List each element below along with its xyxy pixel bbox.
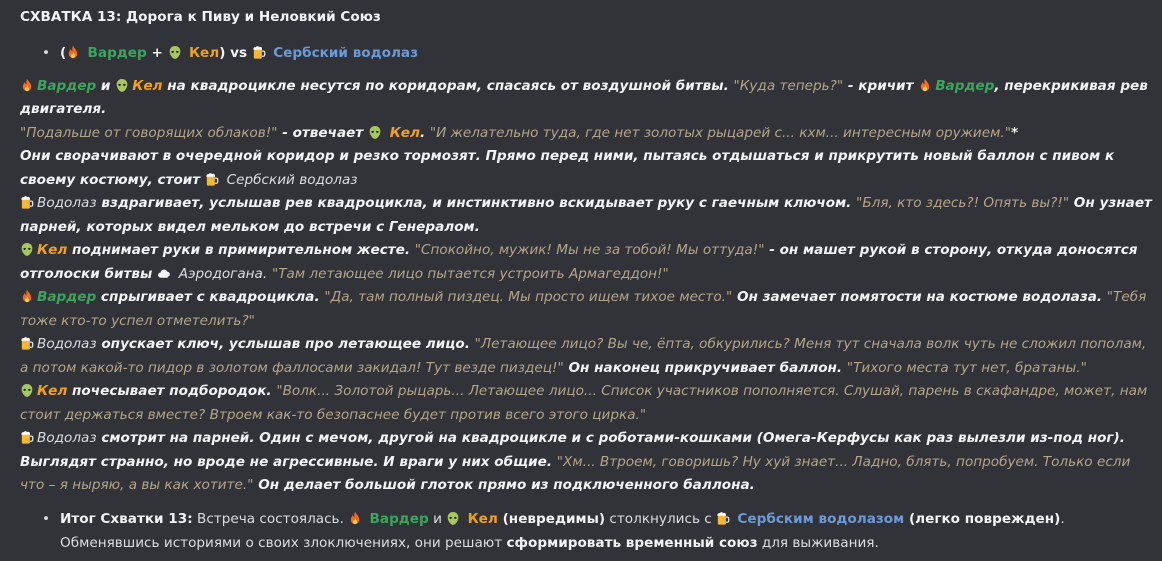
beer-mug-icon [20,195,34,210]
dialogue-quote: "Там летающее лицо пытается устроить Армагеддон!" [271,265,669,282]
name-aero: Аэродогана. [178,265,268,282]
story-paragraph: Они сворачивают в очередной коридор и резко тормозят. Прямо перед ними, пытаясь отдышаться и прикрутить новый баллон с пивом к своему костюму, стоит Сербский водолаз [20,148,1115,188]
story-paragraph: Вардер и Кел на квадроцикле несутся по коридорам, спасаясь от воздушной битвы. "Куда теперь?" - кричит Вардер, перекрикивая рев двигателя. [20,77,1148,117]
alien-icon [20,242,34,257]
story-paragraph: Водолаз вздрагивает, услышав рев квадроцикла, и инстинктивно вскидывает руку с гаечным ключом. "Бля, кто здесь?! Опять вы?!" Он узнает парней, которых видел мельком до встречи с Генералом. [20,195,1152,235]
name-varder: Вардер [87,45,147,61]
alien-icon [368,125,382,140]
dialogue-quote: "Куда теперь?" [733,77,844,94]
dialogue-quote: "И желательно туда, где нет золотых рыцарей с... кхм... интересным оружием." [429,124,1011,141]
dialogue-quote: "Да, там полный пиздец. Мы просто ищем тихое место." [324,289,733,305]
dialogue-quote: "Подальше от говорящих облаков!" [20,124,278,141]
name-kel: Кел [188,45,220,61]
outcome-item: • Итог Схватки 13: Встреча состоялась. Вардер и Кел (невредимы) столкнулись с Сербским водолазом (легко поврежден). Обменявшись историями о своих злоключениях, они решают сформировать временный союз для выживания. [42,507,1152,555]
alien-icon [115,78,129,93]
fire-icon [348,511,362,526]
beer-mug-icon [716,511,730,526]
fire-icon [66,45,80,60]
cloud-icon [157,266,171,281]
dialogue-quote: "Хм... Втроем, говоришь? Ну хуй знает... Ладно, блять, попробуем. Только если что – я ныряю, а вы как хотите." [20,453,1131,493]
story-paragraph: Водолаз опускает ключ, услышав про летающее лицо. "Летающее лицо? Вы че, ёпта, обкурились? Меня тут сначала волк чуть не сложил пополам, а потом какой-то пидор в золотом фаллосами закидал! Тут везде пиздец!" Он наконец прикручивает баллон. "Тихого места тут нет, братаны." [20,336,1147,376]
story-paragraph: Кел почесывает подбородок. "Волк... Золотой рыцарь... Летающее лицо... Список участников пополняется. Слушай, парень в скафандре, может, нам стоит держаться вместе? Втроем как-то безопаснее будет против всего этого цирка." [20,383,1148,423]
fire-icon [20,78,34,93]
dialogue-quote: "Тихого места тут нет, братаны." [846,359,1087,376]
beer-mug-icon [20,430,34,445]
dialogue-quote: "Волк... Золотой рыцарь... Летающее лицо... Список участников пополняется. Слушай, парень в скафандре, может, нам стоит держаться вместе? Втроем как-то безопаснее будет против всего этого цирка." [20,383,1148,423]
outcome-label: Итог Схватки 13: [60,510,193,527]
story-paragraph: Вардер спрыгивает с квадроцикла. "Да, там полный пиздец. Мы просто ищем тихое место." Он замечает помятости на костюме водолаза. "Тебя тоже кто-то успел отметелить?" [20,289,1147,329]
beer-mug-icon [205,172,219,187]
fire-icon [918,78,932,93]
dialogue-quote: "Спокойно, мужик! Мы не за тобой! Мы оттуда!" [414,242,765,258]
beer-mug-icon [20,336,34,351]
fire-icon [20,289,34,304]
story-paragraph: Водолаз смотрит на парней. Один с мечом, другой на квадроцикле и с роботами-кошками (Омега-Керфусы как раз вылезли из-под ног). Выглядят странно, но вроде не агрессивные. И враги у них общие. "Хм... Втроем, говоришь? Ну хуй знает... Ладно, блять, попробуем. Только если что – я ныряю, а вы как хотите." Он делает большой глоток прямо из подключенного баллона. [20,430,1131,493]
alien-icon [20,383,34,398]
outcome-list [20,507,1152,555]
story-paragraph: "Подальше от говорящих облаков!" - отвечает Кел. "И желательно туда, где нет золотых рыцарей с... кхм... интересным оружием."* [20,124,1019,141]
name-serb: Сербский водолаз [273,45,418,61]
dialogue-quote: "Бля, кто здесь?! Опять вы?!" [856,195,1070,211]
matchup-item: • ( Вардер + Кел) vs Сербский водолаз [42,42,1152,66]
dialogue-quote: "Летающее лицо? Вы че, ёпта, обкурились? Меня тут сначала волк чуть не сложил пополам, а потом какой-то пидор в золотом фаллосами закидал! Тут везде пиздец!" [20,336,1147,376]
clash-title: СХВАТКА 13: Дорога к Пиву и Неловкий Союз [20,9,381,25]
beer-mug-icon [252,45,266,60]
matchup-list [20,42,1152,66]
alien-icon [168,45,182,60]
dialogue-quote: "Тебя тоже кто-то успел отметелить?" [20,289,1147,329]
story-paragraph: Кел поднимает руки в примирительном жесте. "Спокойно, мужик! Мы не за тобой! Мы оттуда!" - он машет рукой в сторону, откуда доносятся отголоски битвы Аэродогана. "Там летающее лицо пытается устроить Армагеддон!" [20,242,1138,282]
alien-icon [446,511,460,526]
